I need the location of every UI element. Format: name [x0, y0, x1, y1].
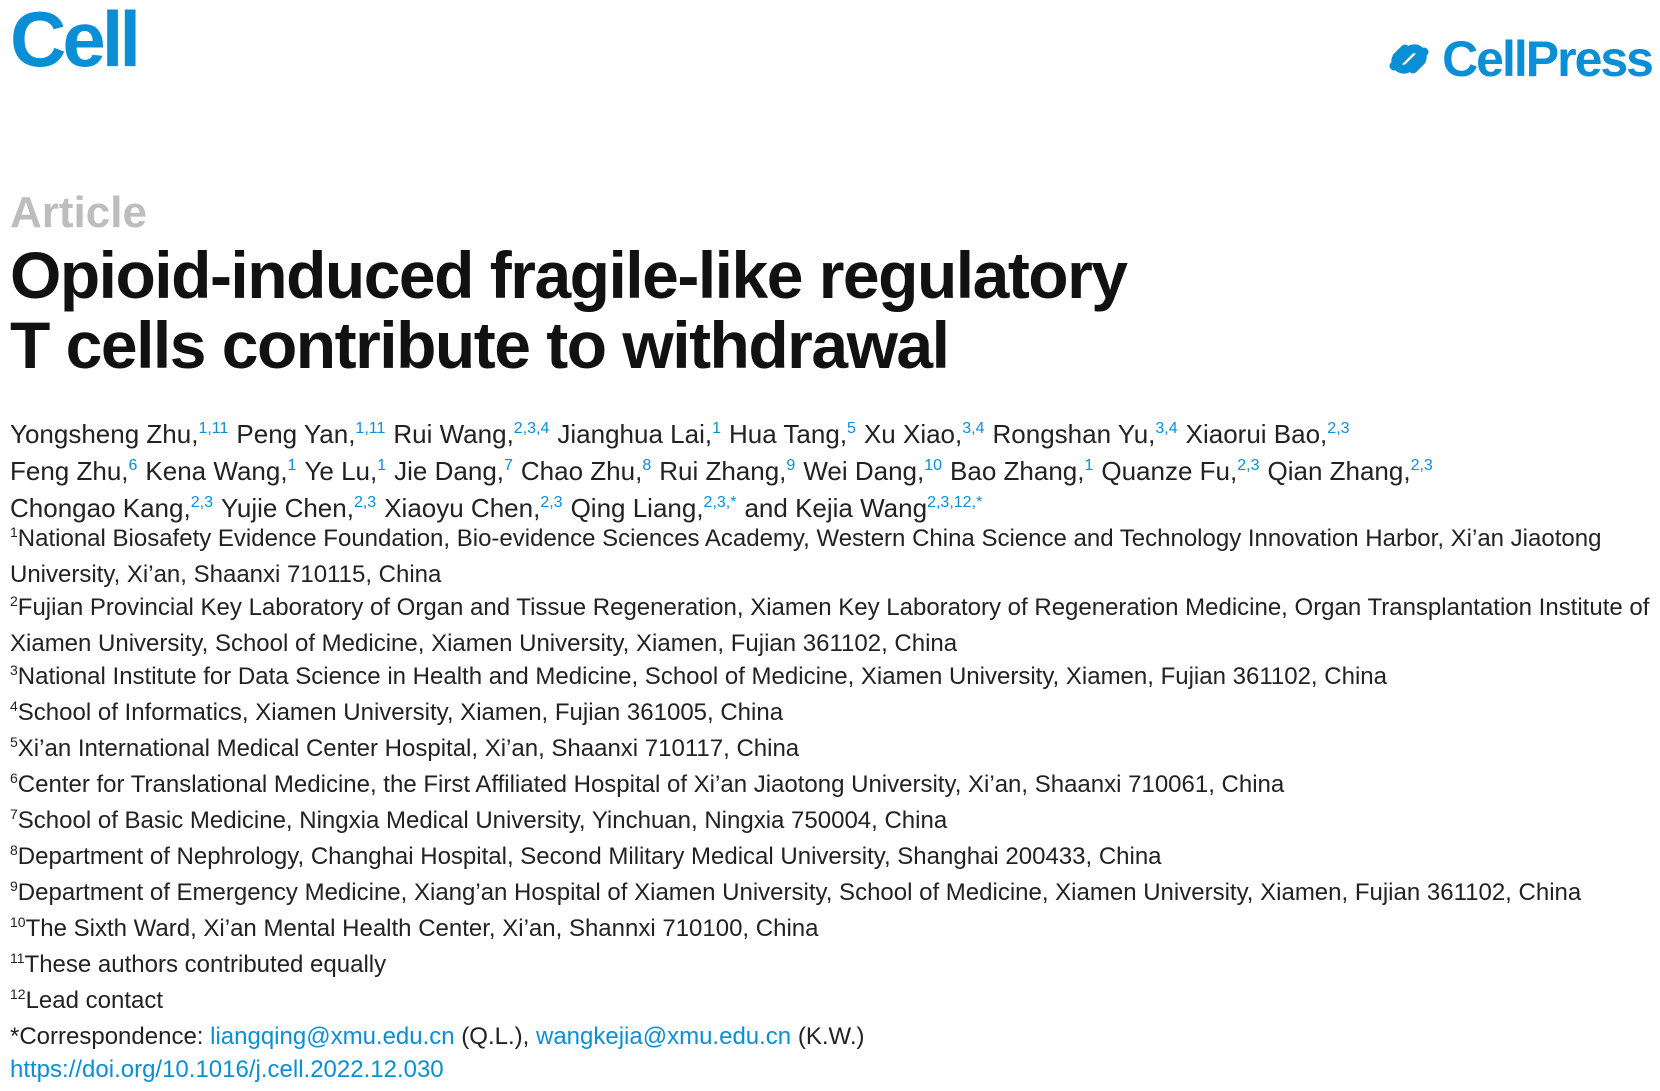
author-name: Quanze Fu, — [1101, 456, 1238, 486]
author-name: Hua Tang, — [728, 419, 848, 449]
affiliation-item — [10, 804, 1650, 840]
affiliation-text: The Sixth Ward, Xi’an Mental Health Center, Xi’an, Shannxi 710100, China — [25, 915, 819, 942]
affiliation-number: 3 — [10, 662, 18, 678]
cellpress-logo-icon — [1382, 32, 1436, 86]
author-affiliation-superscript[interactable]: 6 — [128, 457, 138, 474]
author-affiliation-superscript[interactable]: 2,3,4 — [513, 420, 550, 437]
email-link-liang[interactable]: liangqing@xmu.edu.cn — [210, 1023, 455, 1050]
affiliation-item — [10, 876, 1650, 912]
affiliation-item — [10, 768, 1650, 804]
affiliation-number: 7 — [10, 806, 18, 822]
doi-line — [10, 1053, 1650, 1086]
author-affiliation-superscript[interactable]: 1 — [287, 457, 297, 474]
author-affiliation-superscript[interactable]: 2,3 — [1327, 420, 1350, 437]
author-name: Yujie Chen, — [220, 493, 354, 523]
author-name: Jianghua Lai, — [557, 419, 713, 449]
affiliation-item — [10, 696, 1650, 732]
author-affiliation-superscript[interactable]: 1 — [1084, 457, 1094, 474]
affiliation-text: Center for Translational Medicine, the First Affiliated Hospital of Xi’an Jiaotong University, Xi’an, Shaanxi 710061, China — [17, 771, 1285, 798]
publisher-name: CellPress — [1442, 31, 1652, 87]
author-name: Peng Yan, — [236, 419, 356, 449]
affiliation-text: National Institute for Data Science in Health and Medicine, School of Medicine, Xiamen University, Xiamen, Fujian 361102, China — [17, 663, 1387, 690]
affiliation-number: 12 — [10, 986, 26, 1002]
author-affiliation-superscript[interactable]: 7 — [504, 457, 513, 474]
author-name: Xiaoyu Chen, — [384, 493, 541, 523]
author-name: Xu Xiao, — [863, 419, 963, 449]
author-name: Feng Zhu, — [10, 456, 129, 486]
affiliation-number: 9 — [10, 878, 18, 894]
article-type-label: Article — [10, 188, 147, 237]
correspondence-initials: (K.W.) — [791, 1023, 865, 1050]
author-line — [10, 455, 1650, 492]
author-affiliation-superscript[interactable]: 1 — [712, 420, 721, 437]
publisher-logo — [1382, 30, 1652, 88]
author-name: Yongsheng Zhu, — [10, 419, 199, 449]
author-affiliation-superscript[interactable]: 9 — [786, 457, 796, 474]
affiliation-text: Fujian Provincial Key Laboratory of Organ and Tissue Regeneration, Xiamen Key Laboratory of Regeneration Medicine, Organ Transplantation Institute of Xiamen University, School of Medicine, Xiamen University, Xiamen, Fujian 361102, China — [10, 594, 1650, 657]
affiliation-number: 4 — [10, 698, 18, 714]
author-affiliation-superscript[interactable]: 3,4 — [962, 420, 985, 437]
author-affiliation-superscript[interactable]: 5 — [847, 420, 856, 437]
author-name: Bao Zhang, — [950, 456, 1085, 486]
affiliation-item — [10, 522, 1650, 591]
title-line: T cells contribute to withdrawal — [10, 308, 949, 382]
author-affiliation-superscript[interactable]: 3,4 — [1155, 420, 1178, 437]
affiliation-text: Department of Emergency Medicine, Xiang’an Hospital of Xiamen University, School of Medicine, Xiamen University, Xiamen, Fujian 361102, China — [17, 879, 1582, 906]
affiliation-number: 8 — [10, 842, 18, 858]
author-affiliation-superscript[interactable]: 1,11 — [355, 420, 386, 437]
author-list — [10, 418, 1650, 529]
author-name: Kena Wang, — [145, 456, 288, 486]
correspondence-line — [10, 1020, 1650, 1053]
affiliation-number: 1 — [10, 524, 18, 540]
affiliation-number: 5 — [10, 734, 18, 750]
author-name: and Kejia Wang — [744, 493, 928, 523]
author-name: Rongshan Yu, — [992, 419, 1156, 449]
affiliation-number: 2 — [10, 593, 18, 609]
author-name: Rui Wang, — [393, 419, 514, 449]
author-affiliation-superscript[interactable]: 2,3 — [353, 494, 377, 511]
correspondence-label: *Correspondence: — [10, 1023, 211, 1050]
author-affiliation-superscript[interactable]: 2,3,12,* — [927, 494, 983, 511]
affiliation-number: 10 — [10, 914, 26, 930]
author-name: Qian Zhang, — [1267, 456, 1411, 486]
email-link-wang[interactable]: wangkejia@xmu.edu.cn — [535, 1023, 792, 1050]
author-name: Qing Liang, — [570, 493, 704, 523]
journal-logo: Cell — [10, 0, 138, 83]
title-line: Opioid-induced fragile-like regulatory — [10, 238, 1127, 312]
author-name: Chongao Kang, — [10, 493, 191, 523]
affiliation-text: School of Basic Medicine, Ningxia Medical University, Yinchuan, Ningxia 750004, China — [17, 807, 948, 834]
author-name: Ye Lu, — [304, 456, 378, 486]
affiliation-item — [10, 840, 1650, 876]
correspondence-initials: (Q.L.), — [454, 1023, 536, 1050]
affiliation-text: Department of Nephrology, Changhai Hospital, Second Military Medical University, Shanghai 200433, China — [17, 843, 1162, 870]
author-name: Chao Zhu, — [520, 456, 643, 486]
author-name: Rui Zhang, — [659, 456, 787, 486]
affiliation-item — [10, 660, 1650, 696]
author-affiliation-superscript[interactable]: 2,3 — [540, 494, 563, 511]
author-affiliation-superscript[interactable]: 8 — [642, 457, 652, 474]
affiliation-number: 11 — [10, 950, 25, 966]
affiliation-item — [10, 912, 1650, 948]
author-affiliation-superscript[interactable]: 10 — [924, 457, 943, 474]
author-affiliation-superscript[interactable]: 1,11 — [198, 420, 229, 437]
author-affiliation-superscript[interactable]: 2,3 — [1410, 457, 1433, 474]
affiliation-item — [10, 948, 1650, 984]
author-name: Jie Dang, — [394, 456, 504, 486]
affiliation-text: Lead contact — [25, 987, 164, 1014]
article-title — [10, 240, 1410, 380]
author-affiliation-superscript[interactable]: 2,3 — [1237, 457, 1260, 474]
affiliation-number: 6 — [10, 770, 18, 786]
affiliation-item — [10, 732, 1650, 768]
affiliation-text: Xi’an International Medical Center Hospital, Xi’an, Shaanxi 710117, China — [17, 735, 800, 762]
affiliation-text: National Biosafety Evidence Foundation, Bio-evidence Sciences Academy, Western China Science and Technology Innovation Harbor, Xi’an Jiaotong University, Xi’an, Shaanxi 710115, China — [10, 525, 1602, 588]
author-name: Xiaorui Bao, — [1185, 419, 1328, 449]
author-affiliation-superscript[interactable]: 2,3,* — [703, 494, 737, 511]
affiliation-list — [10, 522, 1650, 1086]
author-name: Wei Dang, — [803, 456, 925, 486]
author-line — [10, 418, 1650, 455]
affiliation-text: These authors contributed equally — [24, 951, 387, 978]
affiliation-item — [10, 984, 1650, 1020]
author-affiliation-superscript[interactable]: 2,3 — [190, 494, 213, 511]
affiliation-item — [10, 591, 1650, 660]
author-affiliation-superscript[interactable]: 1 — [377, 457, 387, 474]
affiliation-text: School of Informatics, Xiamen University, Xiamen, Fujian 361005, China — [17, 699, 784, 726]
doi-link[interactable]: https://doi.org/10.1016/j.cell.2022.12.030 — [10, 1056, 444, 1083]
